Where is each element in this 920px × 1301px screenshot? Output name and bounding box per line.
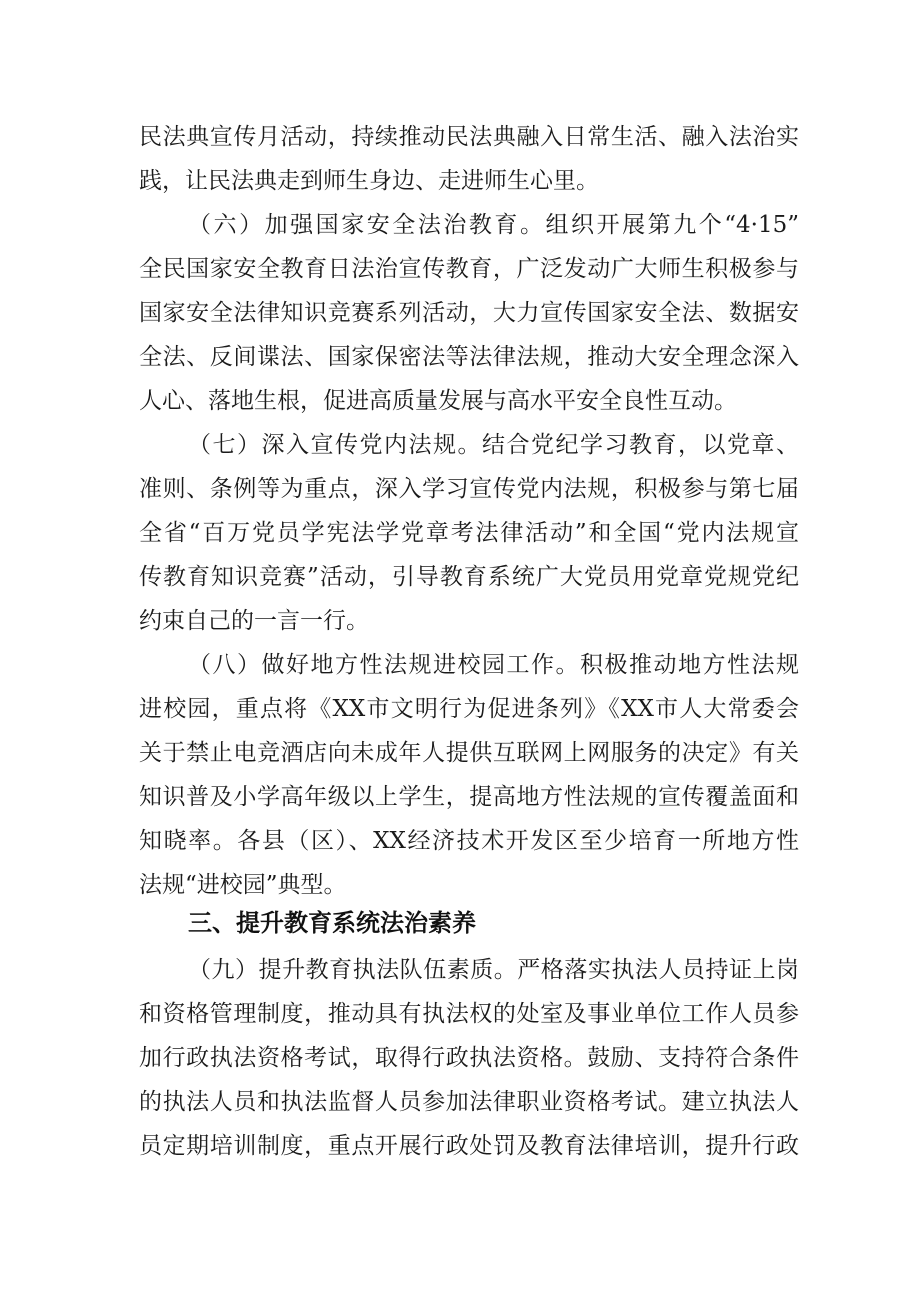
- paragraph-line: 人心、落地生根，促进高质量发展与高水平安全良性互动。: [139, 388, 737, 414]
- paragraph-line: 全民国家安全教育日法治宣传教育，广泛发动广大师生积极参与: [139, 256, 799, 282]
- section-heading: 三、提升教育系统法治素养: [188, 909, 476, 937]
- paragraph-line: 践，让民法典走到师生身边、走进师生心里。: [139, 168, 599, 194]
- paragraph-line: 员定期培训制度，重点开展行政处罚及教育法律培训，提升行政: [139, 1133, 799, 1159]
- paragraph-line: 的执法人员和执法监督人员参加法律职业资格考试。建立执法人: [139, 1089, 799, 1115]
- paragraph-line: （七）深入宣传党内法规。结合党纪学习教育，以党章、: [188, 432, 799, 458]
- paragraph-line: 全省“百万党员学宪法学党章考法律活动”和全国“党内法规宣: [139, 520, 799, 546]
- paragraph-line: （六）加强国家安全法治教育。组织开展第九个“4·15”: [188, 212, 799, 238]
- paragraph-line: 和资格管理制度，推动具有执法权的处室及事业单位工作人员参: [139, 1001, 799, 1027]
- paragraph-line: 民法典宣传月活动，持续推动民法典融入日常生活、融入法治实: [139, 124, 799, 150]
- paragraph-line: 知晓率。各县（区）、XX经济技术开发区至少培育一所地方性: [139, 828, 799, 854]
- paragraph-line: 传教育知识竞赛”活动，引导教育系统广大党员用党章党规党纪: [139, 564, 799, 590]
- paragraph-line: （八）做好地方性法规进校园工作。积极推动地方性法规: [188, 652, 799, 678]
- paragraph-line: 法规“进校园”典型。: [139, 872, 347, 898]
- paragraph-line: （九）提升教育执法队伍素质。严格落实执法人员持证上岗: [188, 957, 799, 983]
- paragraph-line: 全法、反间谍法、国家保密法等法律法规，推动大安全理念深入: [139, 344, 799, 370]
- paragraph-line: 约束自己的一言一行。: [139, 608, 369, 634]
- paragraph-line: 关于禁止电竞酒店向未成年人提供互联网上网服务的决定》有关: [139, 740, 799, 766]
- paragraph-line: 进校园，重点将《XX市文明行为促进条列》《XX市人大常委会: [139, 696, 799, 722]
- paragraph-line: 加行政执法资格考试，取得行政执法资格。鼓励、支持符合条件: [139, 1045, 799, 1071]
- paragraph-line: 国家安全法律知识竞赛系列活动，大力宣传国家安全法、数据安: [139, 300, 799, 326]
- paragraph-line: 准则、条例等为重点，深入学习宣传党内法规，积极参与第七届: [139, 476, 799, 502]
- paragraph-line: 知识普及小学高年级以上学生，提高地方性法规的宣传覆盖面和: [139, 784, 799, 810]
